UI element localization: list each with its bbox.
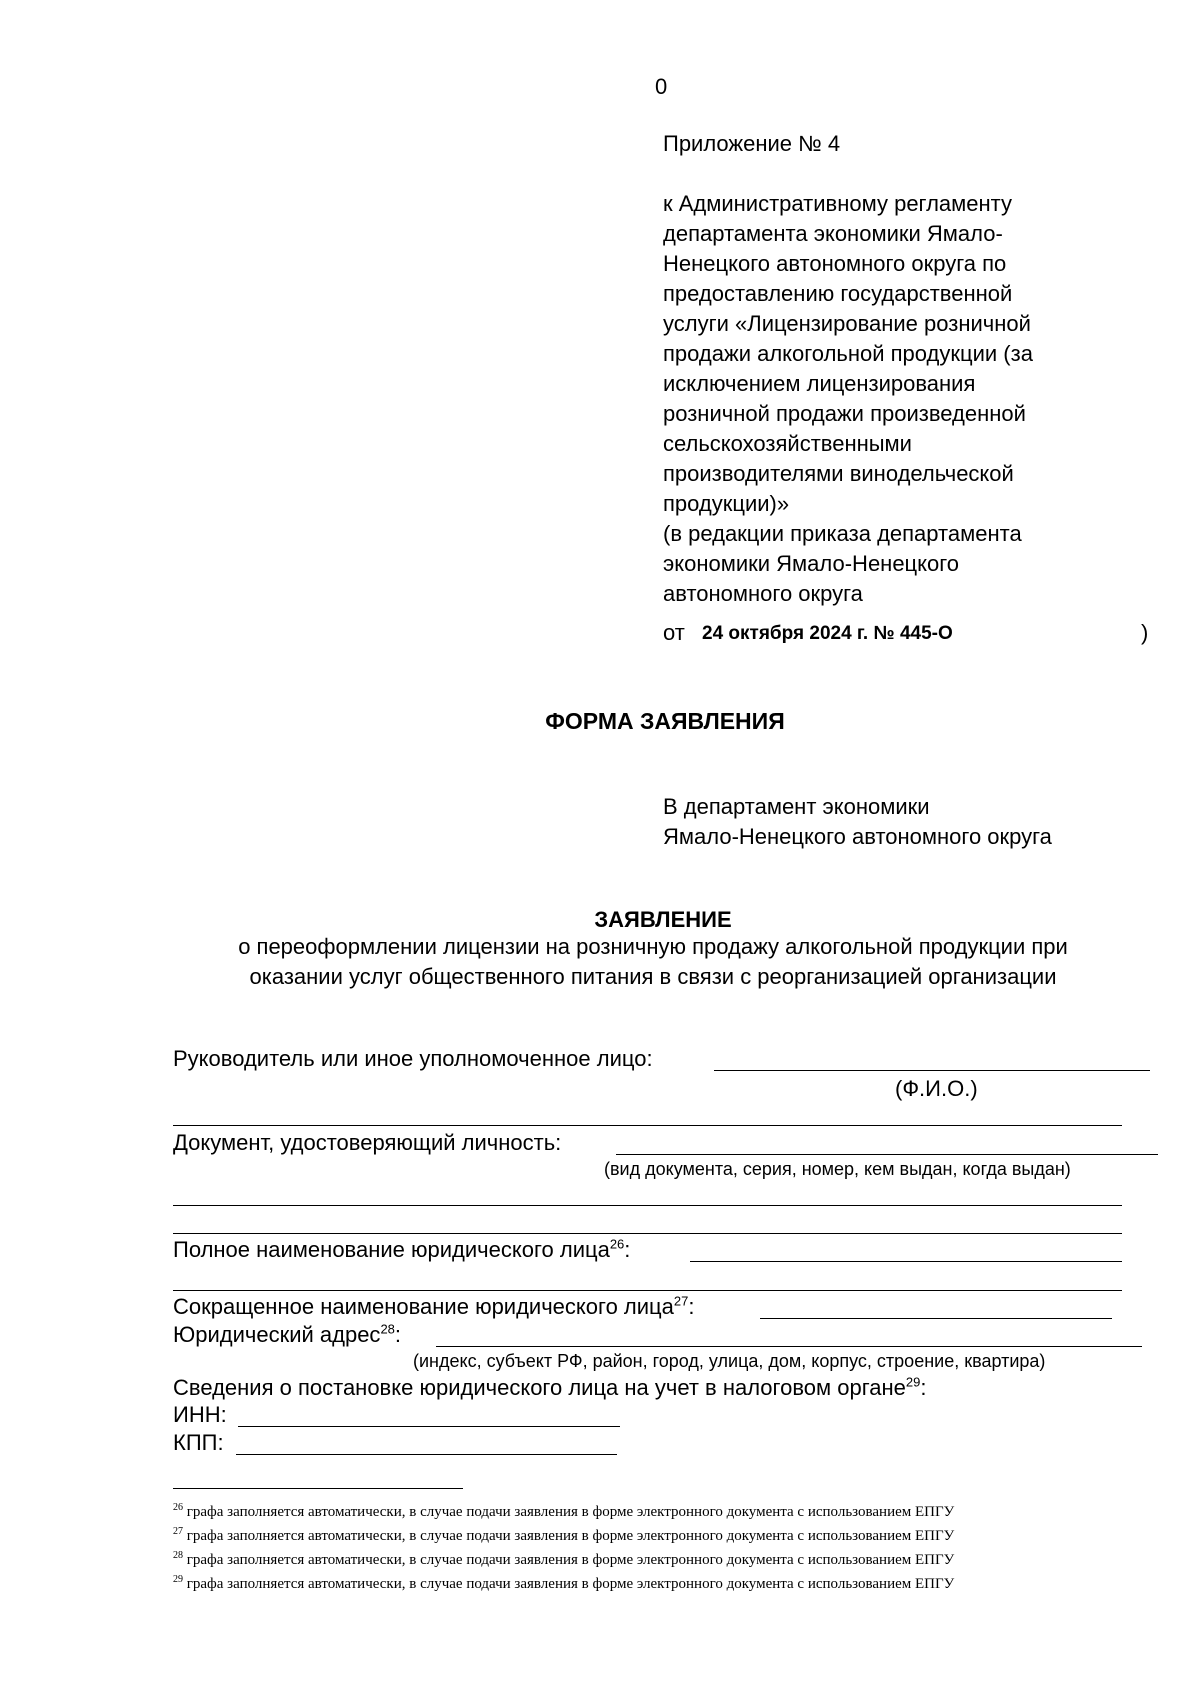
- full-name-input-line[interactable]: [690, 1261, 1122, 1262]
- footnote-number: 27: [173, 1526, 183, 1537]
- statement-subtitle-line: о переоформлении лицензии на розничную продажу алкогольной продукции при: [238, 934, 1068, 959]
- appendix-line: производителями винодельческой: [663, 461, 1014, 486]
- footnote-number: 28: [173, 1550, 183, 1561]
- appendix-line: к Административному регламенту: [663, 191, 1013, 216]
- appendix-line: департамента экономики Ямало-: [663, 221, 1003, 246]
- kpp-input-line[interactable]: [236, 1454, 617, 1455]
- appendix-line: экономики Ямало-Ненецкого: [663, 551, 960, 576]
- colon: :: [394, 1322, 402, 1347]
- id-doc-label: Документ, удостоверяющий личность:: [173, 1130, 562, 1155]
- appendix-line: розничной продажи произведенной: [663, 401, 1026, 426]
- footnote-ref-28: 28: [380, 1321, 395, 1337]
- form-title: ФОРМА ЗАЯВЛЕНИЯ: [545, 708, 785, 734]
- appendix-line: Ненецкого автономного округа по: [663, 251, 1007, 276]
- appendix-line: (в редакции приказа департамента: [663, 521, 1022, 546]
- appendix-line: продажи алкогольной продукции (за: [663, 341, 1033, 366]
- addressee-line: Ямало-Ненецкого автономного округа: [663, 824, 1052, 849]
- tax-label: [173, 1373, 926, 1403]
- footnote-text: графа заполняется автоматически, в случае подачи заявления в форме электронного документа с использованием ЕПГУ: [186, 1552, 955, 1568]
- kpp-label: КПП:: [173, 1430, 224, 1455]
- footnotes: [173, 1500, 954, 1596]
- footnote-number: 26: [173, 1502, 183, 1513]
- footnote: [173, 1500, 954, 1524]
- appendix-line: сельскохозяйственными: [663, 431, 912, 456]
- full-name-input-line-2[interactable]: [173, 1290, 1122, 1291]
- inn-label: ИНН:: [173, 1402, 227, 1427]
- appendix-line: продукции)»: [663, 491, 790, 516]
- addressee-line: В департамент экономики: [663, 794, 930, 819]
- statement-subtitle: [173, 932, 1133, 992]
- footnote-ref-29: 29: [905, 1374, 921, 1390]
- id-doc-input-line-3[interactable]: [173, 1233, 1122, 1234]
- colon: :: [688, 1294, 695, 1319]
- addressee: [663, 792, 1052, 852]
- appendix-line: предоставлению государственной: [663, 281, 1013, 306]
- full-name-label: [173, 1235, 630, 1265]
- footnote-text: графа заполняется автоматически, в случае подачи заявления в форме электронного документа с использованием ЕПГУ: [186, 1528, 955, 1544]
- short-name-label-text: Сокращенное наименование юридического лица: [173, 1294, 674, 1319]
- short-name-input-line[interactable]: [760, 1318, 1112, 1319]
- appendix-line: исключением лицензирования: [663, 371, 976, 396]
- footnote-text: графа заполняется автоматически, в случае подачи заявления в форме электронного документа с использованием ЕПГУ: [186, 1504, 955, 1520]
- statement-title: ЗАЯВЛЕНИЕ: [594, 907, 732, 932]
- appendix-title: Приложение № 4: [663, 131, 841, 156]
- manager-input-line-2[interactable]: [173, 1125, 1122, 1126]
- tax-label-text: Сведения о постановке юридического лица на учет в налоговом органе: [173, 1375, 906, 1400]
- appendix-date-stamp: 24 октября 2024 г. № 445-О: [702, 623, 953, 644]
- page-number: 0: [655, 74, 668, 99]
- manager-input-line[interactable]: [714, 1070, 1150, 1071]
- footnote: [173, 1524, 954, 1548]
- footnote: [173, 1548, 954, 1572]
- statement-subtitle-line: оказании услуг общественного питания в связи с реорганизацией организации: [249, 964, 1057, 989]
- full-name-label-text: Полное наименование юридического лица: [173, 1237, 610, 1262]
- colon: :: [624, 1237, 631, 1262]
- appendix-text: [663, 189, 1143, 609]
- appendix-line: автономного округа: [663, 581, 863, 606]
- appendix-line: услуги «Лицензирование розничной: [663, 311, 1031, 336]
- manager-label: Руководитель или иное уполномоченное лицо:: [173, 1046, 653, 1071]
- id-doc-input-line[interactable]: [616, 1154, 1158, 1155]
- footnote-ref-26: 26: [609, 1236, 625, 1252]
- appendix-closing-paren: ): [1141, 620, 1149, 645]
- footnote-text: графа заполняется автоматически, в случае подачи заявления в форме электронного документа с использованием ЕПГУ: [186, 1576, 955, 1592]
- footnote-ref-27: 27: [673, 1293, 689, 1309]
- address-label: [173, 1320, 401, 1350]
- address-hint: (индекс, субъект РФ, район, город, улица, дом, корпус, строение, квартира): [413, 1351, 1046, 1371]
- appendix-date-prefix: от: [663, 620, 685, 645]
- address-input-line[interactable]: [436, 1346, 1142, 1347]
- footnote: [173, 1572, 954, 1596]
- colon: :: [920, 1375, 927, 1400]
- id-doc-input-line-2[interactable]: [173, 1205, 1122, 1206]
- inn-input-line[interactable]: [238, 1426, 620, 1427]
- address-label-text: Юридический адрес: [173, 1322, 381, 1347]
- manager-hint: (Ф.И.О.): [895, 1076, 978, 1101]
- footnote-separator: [173, 1488, 463, 1489]
- id-doc-hint: (вид документа, серия, номер, кем выдан, когда выдан): [604, 1159, 1071, 1179]
- short-name-label: [173, 1292, 694, 1322]
- footnote-number: 29: [173, 1574, 183, 1585]
